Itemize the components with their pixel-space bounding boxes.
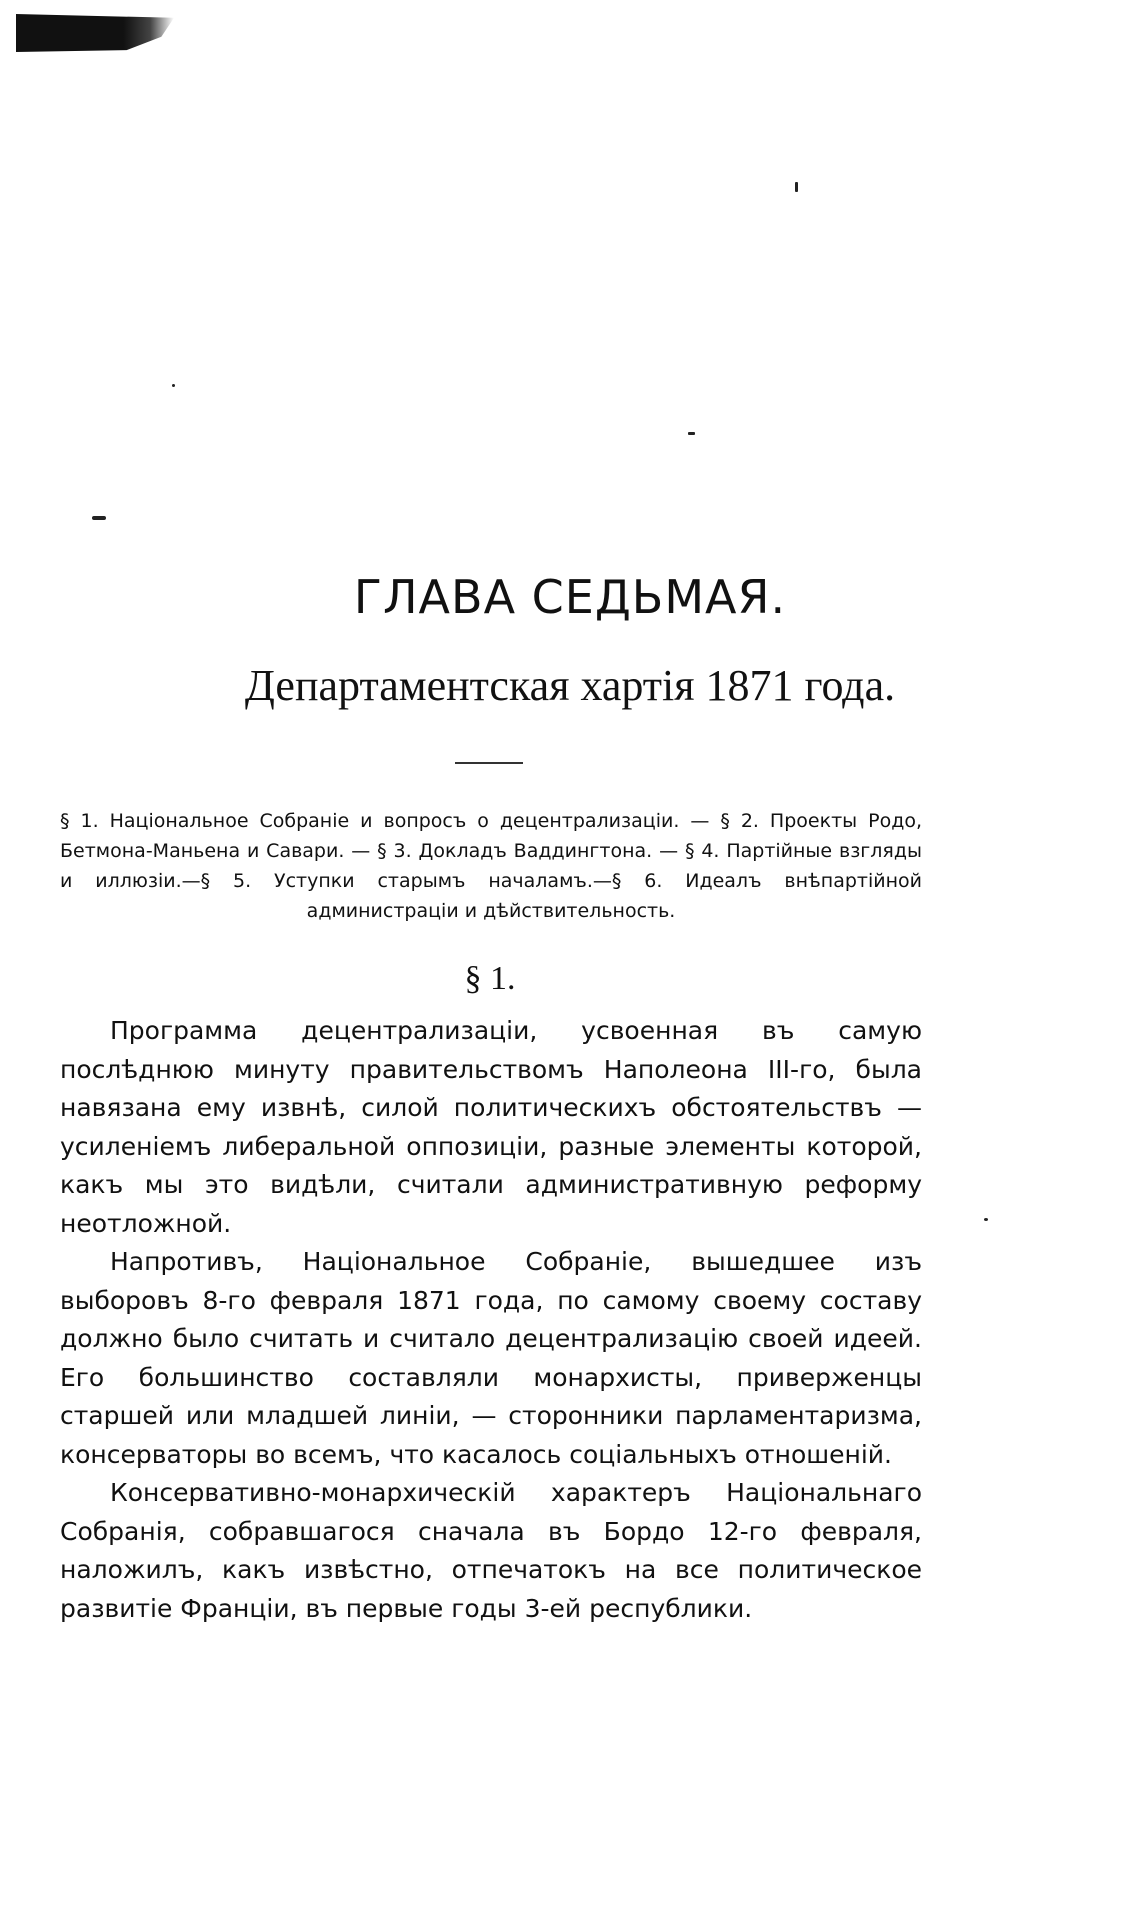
scan-artifact-corner — [16, 14, 174, 52]
scan-speck — [984, 1218, 988, 1221]
scan-speck — [795, 182, 798, 192]
chapter-title: ГЛАВА СЕДЬМАЯ. — [353, 570, 787, 624]
paragraph: Программа децентрализаціи, усвоенная въ самую послѣднюю минуту правительствомъ Наполеона III-го, была навязана ему извнѣ, силой политическихъ обстоятельствъ — усиленіемъ либеральной оппозиціи, разные элементы которой, какъ мы это видѣли, считали административную реформу неотложной. — [60, 1016, 922, 1238]
scan-speck — [92, 516, 106, 520]
section-heading: § 1. — [464, 960, 516, 997]
paragraph: Консервативно-монархическій характеръ Національнаго Собранія, собравшагося сначала въ Бордо 12-го февраля, наложилъ, какъ извѣстно, отпечатокъ на все политическое развитіе Франціи, въ первые годы 3-ей республики. — [60, 1478, 922, 1623]
section-body — [60, 1012, 922, 1628]
paragraph: Напротивъ, Національное Собраніе, вышедшее изъ выборовъ 8-го февраля 1871 года, по самому своему составу должно было считать и считало децентрализацію своей идеей. Его большинство составляли монархисты, приверженцы старшей или младшей линіи, — сторонники парламентаризма, консерваторы во всемъ, что касалось соціальныхъ отношеній. — [60, 1247, 922, 1469]
scan-speck — [172, 384, 175, 387]
chapter-summary: § 1. Національное Собраніе и вопросъ о децентрализаціи. — § 2. Проекты Родо, Бетмона-Маньена и Савари. — § 3. Докладъ Ваддингтона. — § 4. Партійные взгляды и иллюзіи.—§ 5. Уступки старымъ началамъ.—§ 6. Идеалъ внѣпартійной администраціи и дѣйствительность. — [60, 810, 922, 922]
scan-speck — [688, 432, 695, 435]
title-divider — [455, 762, 523, 764]
chapter-subtitle: Департаментская хартія 1871 года. — [244, 661, 896, 710]
